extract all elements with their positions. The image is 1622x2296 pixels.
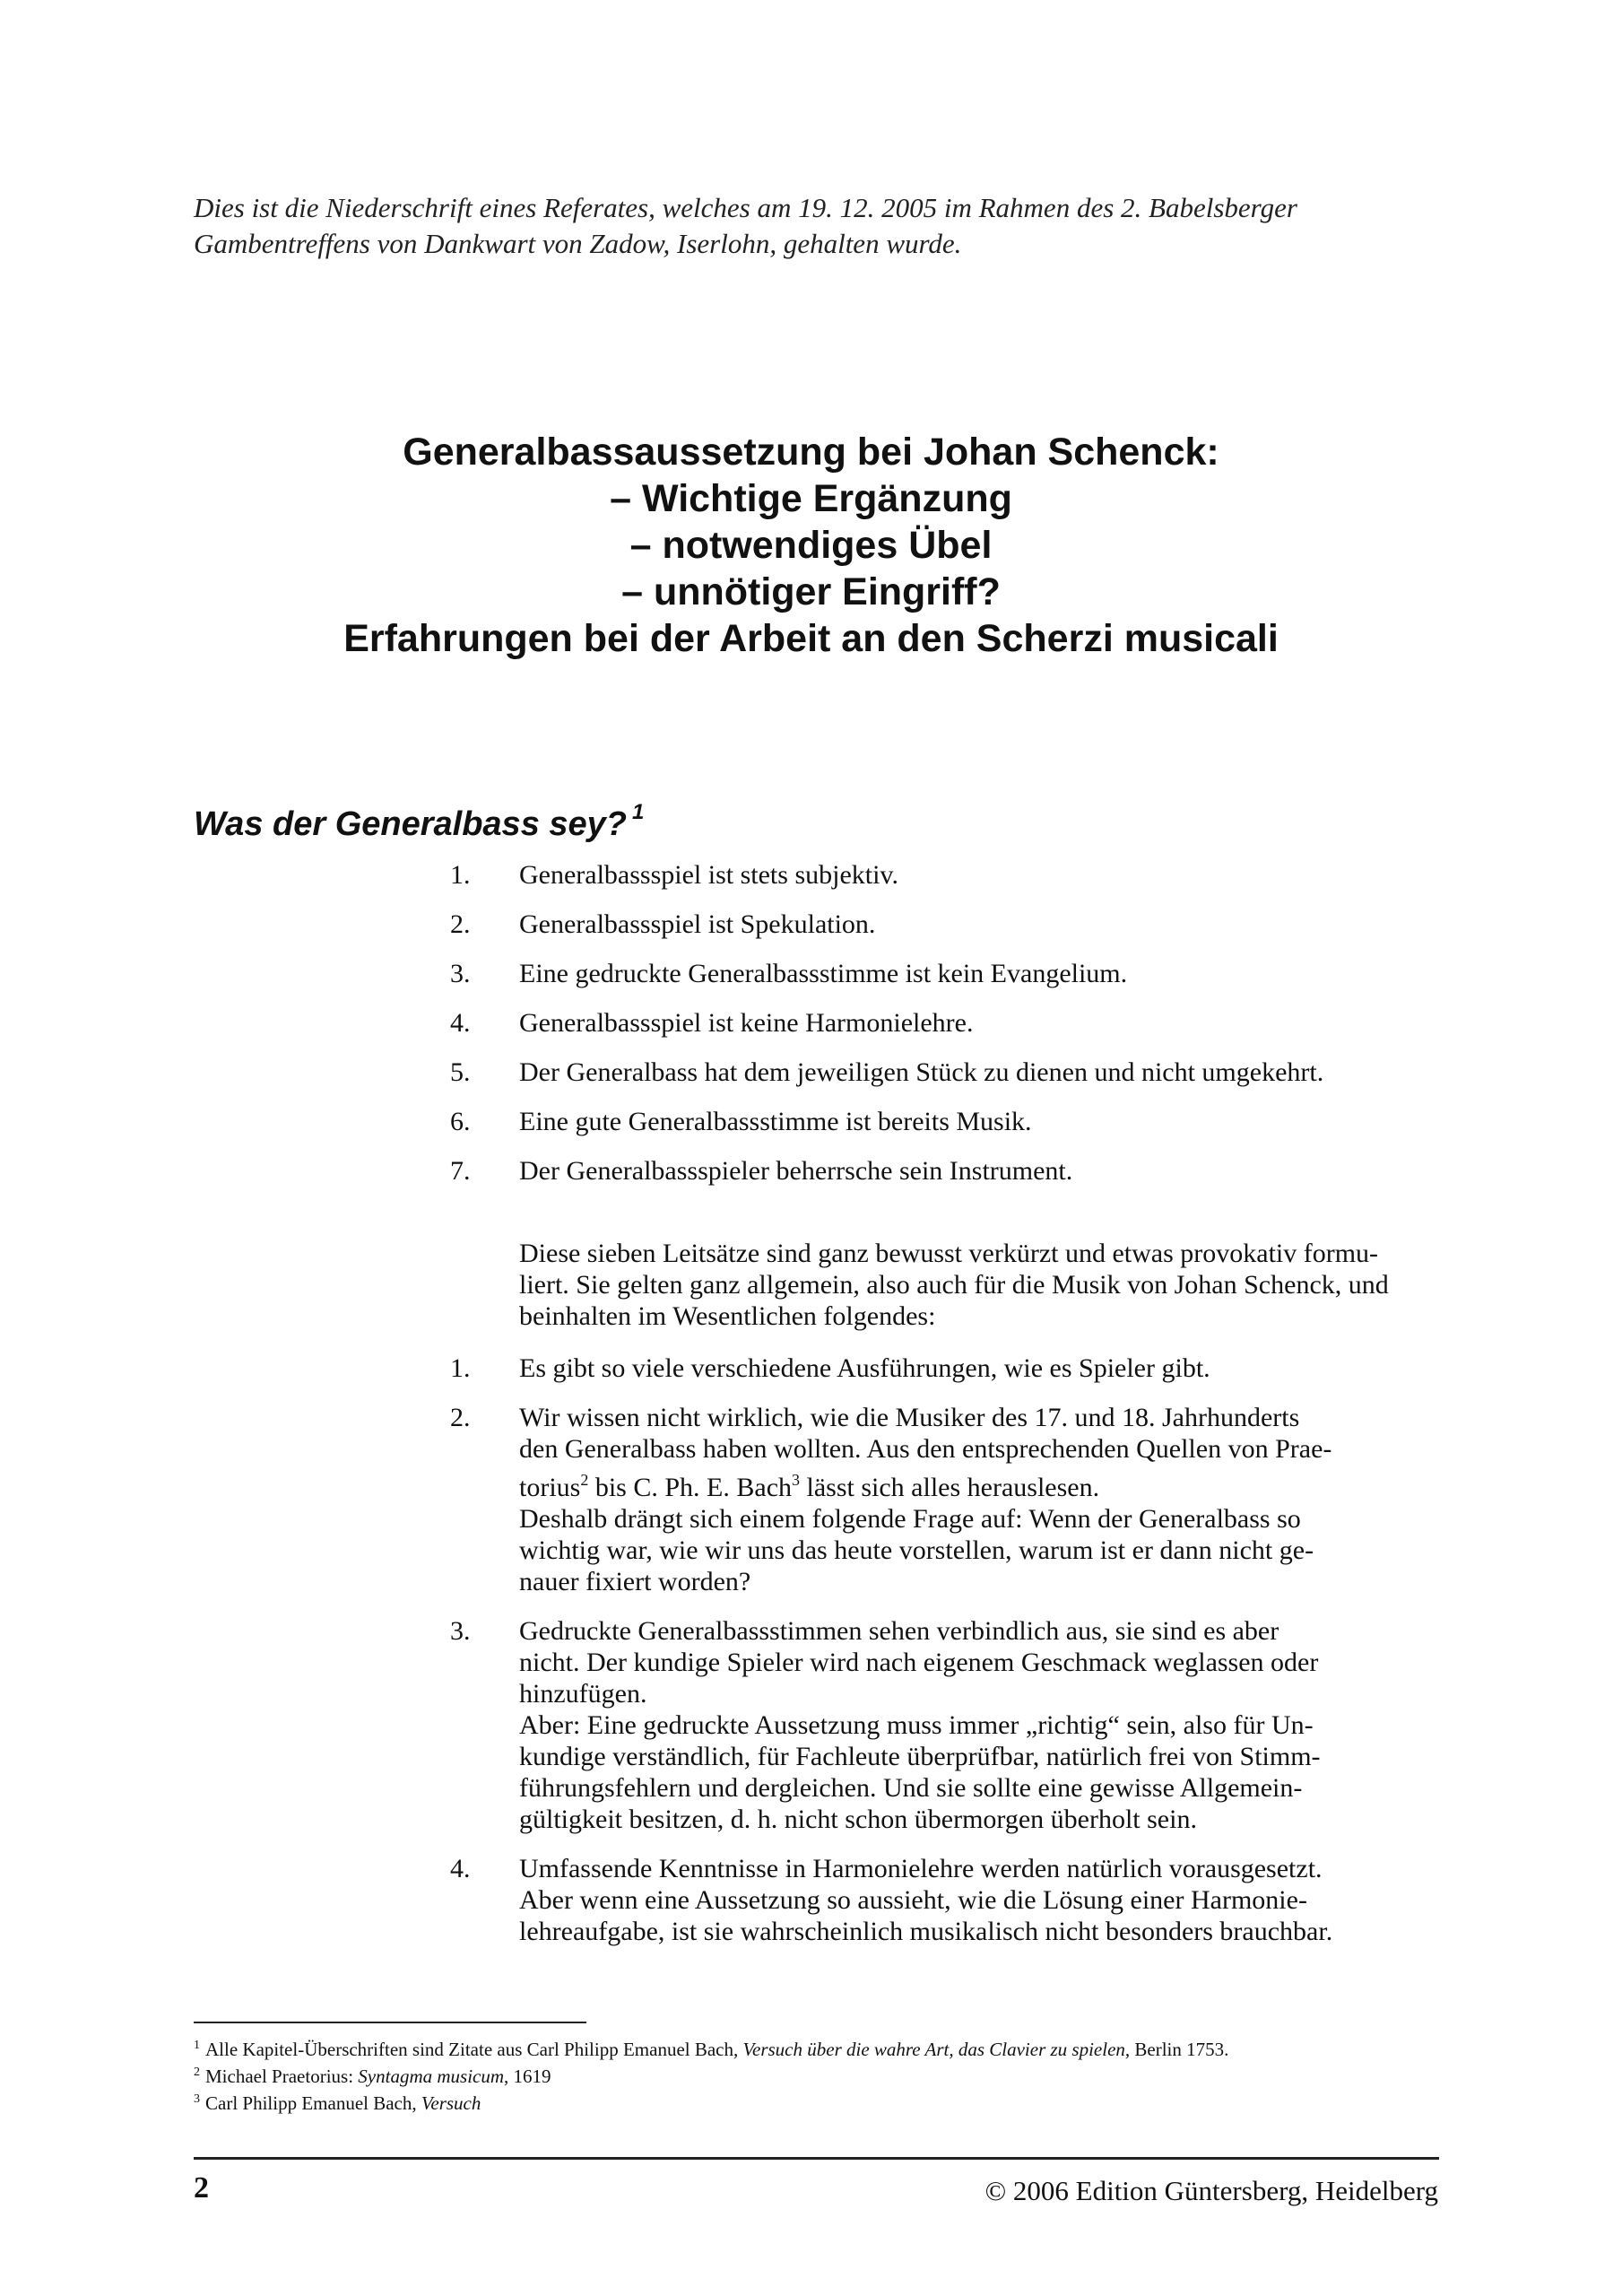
footnote-title: Syntagma musicum xyxy=(358,2066,505,2087)
item-body xyxy=(519,1402,1454,1597)
item-number: 3. xyxy=(450,959,471,988)
footnote-title: Versuch über die wahre Art, das Clavier zu spielen xyxy=(742,2039,1125,2060)
list-item xyxy=(450,1007,1454,1057)
footnote-ref: 3 xyxy=(792,1471,801,1489)
item-text: Eine gute Generalbassstimme ist bereits Musik. xyxy=(519,1107,1032,1136)
item-number: 5. xyxy=(450,1057,471,1087)
item-text: bis C. Ph. E. Bach xyxy=(588,1473,793,1502)
item-text: Eine gedruckte Generalbassstimme ist kein Evangelium. xyxy=(519,959,1128,988)
item-number: 4. xyxy=(450,1008,471,1038)
item-line: lehreaufgabe, ist sie wahrscheinlich musikalisch nicht besonders brauchbar. xyxy=(519,1917,1333,1946)
footnote-text: Michael Praetorius: xyxy=(205,2066,359,2087)
points-list xyxy=(450,1352,1454,1965)
item-text: Generalbassspiel ist Spekulation. xyxy=(519,909,876,939)
intro-line: Gambentreffens von Dankwart von Zadow, Iserlohn, gehalten wurde. xyxy=(194,228,962,259)
footnote-number: 1 xyxy=(194,2039,200,2052)
list-item xyxy=(450,909,1454,958)
copyright-notice: © 2006 Edition Güntersberg, Heidelberg xyxy=(984,2175,1438,2206)
item-line: hinzufügen. xyxy=(519,1679,647,1709)
footnote-number: 3 xyxy=(194,2092,200,2106)
title-line: – Wichtige Ergänzung xyxy=(610,477,1012,520)
footnote-divider xyxy=(194,2022,586,2023)
item-text: Der Generalbassspieler beherrsche sein Instrument. xyxy=(519,1156,1073,1186)
item-body xyxy=(519,1615,1454,1835)
title-line: Erfahrungen bei der Arbeit an den Scherzi musicali xyxy=(343,617,1279,660)
item-line: Aber wenn eine Aussetzung so aussieht, wie die Lösung einer Harmonie- xyxy=(519,1885,1307,1915)
paragraph-line: Diese sieben Leitsätze sind ganz bewusst verkürzt und etwas provokativ formu- xyxy=(519,1239,1379,1268)
item-number: 3. xyxy=(450,1616,471,1646)
item-number: 1. xyxy=(450,1353,471,1383)
intro-note xyxy=(194,190,1467,262)
item-number: 1. xyxy=(450,860,471,890)
section-heading xyxy=(194,791,644,846)
item-line: führungsfehlern und dergleichen. Und sie sollte eine gewisse Allgemein- xyxy=(519,1773,1303,1803)
title-line: Generalbassaussetzung bei Johan Schenck: xyxy=(403,430,1219,474)
footnote xyxy=(194,2088,1485,2115)
footnote-text: Alle Kapitel-Überschriften sind Zitate aus Carl Philipp Emanuel Bach, xyxy=(205,2039,743,2060)
footnote-text: , 1619 xyxy=(504,2066,551,2087)
footnote-ref: 2 xyxy=(580,1471,589,1489)
footnote-number: 2 xyxy=(194,2066,200,2079)
document-title xyxy=(194,429,1428,662)
footer-divider xyxy=(194,2157,1439,2160)
section-heading-text: Was der Generalbass sey? xyxy=(194,805,627,843)
item-line xyxy=(519,1465,1454,1503)
list-item xyxy=(450,1853,1454,1947)
list-item xyxy=(450,1155,1454,1205)
item-text: torius xyxy=(519,1473,581,1502)
page-number: 2 xyxy=(194,2171,209,2205)
item-line: Es gibt so viele verschiedene Ausführungen, wie es Spieler gibt. xyxy=(519,1353,1210,1383)
item-line: gültigkeit besitzen, d. h. nicht schon übermorgen überholt sein. xyxy=(519,1805,1197,1834)
item-line: Umfassende Kenntnisse in Harmonielehre werden natürlich vorausgesetzt. xyxy=(519,1854,1323,1883)
item-number: 2. xyxy=(450,1403,471,1432)
footnote-text: , Berlin 1753. xyxy=(1124,2039,1229,2060)
item-number: 6. xyxy=(450,1107,471,1136)
item-body xyxy=(519,1352,1454,1384)
item-line: wichtig war, wie wir uns das heute vorstellen, warum ist er dann nicht ge- xyxy=(519,1535,1314,1565)
item-line: Deshalb drängt sich einem folgende Frage auf: Wenn der Generalbass so xyxy=(519,1504,1301,1534)
title-line: – notwendiges Übel xyxy=(629,524,993,567)
item-text: Generalbassspiel ist stets subjektiv. xyxy=(519,860,898,890)
body-paragraph xyxy=(519,1238,1429,1332)
item-number: 4. xyxy=(450,1854,471,1883)
title-line: – unnötiger Eingriff? xyxy=(621,570,1001,613)
paragraph-line: beinhalten im Wesentlichen folgendes: xyxy=(519,1301,936,1331)
list-item xyxy=(450,1352,1454,1384)
item-number: 7. xyxy=(450,1156,471,1186)
item-text: Generalbassspiel ist keine Harmonielehre. xyxy=(519,1008,974,1038)
list-item xyxy=(450,958,1454,1007)
item-line: nauer fixiert worden? xyxy=(519,1567,751,1596)
list-item xyxy=(450,1402,1454,1597)
item-line: Gedruckte Generalbassstimmen sehen verbindlich aus, sie sind es aber xyxy=(519,1616,1279,1646)
footnote xyxy=(194,2034,1485,2061)
footnote xyxy=(194,2061,1485,2088)
list-item xyxy=(450,1106,1454,1155)
list-item xyxy=(450,1057,1454,1106)
item-line: kundige verständlich, für Fachleute überprüfbar, natürlich frei von Stimm- xyxy=(519,1742,1321,1771)
intro-line: Dies ist die Niederschrift eines Referates, welches am 19. 12. 2005 im Rahmen des 2. Babelsberger xyxy=(194,192,1297,223)
footnote-text: Carl Philipp Emanuel Bach, xyxy=(205,2092,421,2114)
item-line: Wir wissen nicht wirklich, wie die Musiker des 17. und 18. Jahrhunderts xyxy=(519,1403,1300,1432)
item-text: Der Generalbass hat dem jeweiligen Stück zu dienen und nicht umgekehrt. xyxy=(519,1057,1324,1087)
item-number: 2. xyxy=(450,909,471,939)
list-item xyxy=(450,1615,1454,1835)
tenets-list xyxy=(450,859,1454,1205)
list-item xyxy=(450,859,1454,909)
item-body xyxy=(519,1853,1454,1947)
footnote-ref: 1 xyxy=(632,800,645,824)
footnote-title: Versuch xyxy=(421,2092,481,2114)
item-line: Aber: Eine gedruckte Aussetzung muss immer „richtig“ sein, also für Un- xyxy=(519,1710,1314,1740)
paragraph-line: liert. Sie gelten ganz allgemein, also auch für die Musik von Johan Schenck, und xyxy=(519,1270,1389,1300)
item-line: den Generalbass haben wollten. Aus den entsprechenden Quellen von Prae- xyxy=(519,1434,1332,1464)
item-line: nicht. Der kundige Spieler wird nach eigenem Geschmack weglassen oder xyxy=(519,1648,1319,1677)
footnotes xyxy=(194,2034,1485,2115)
item-text: lässt sich alles herauslesen. xyxy=(800,1473,1100,1502)
